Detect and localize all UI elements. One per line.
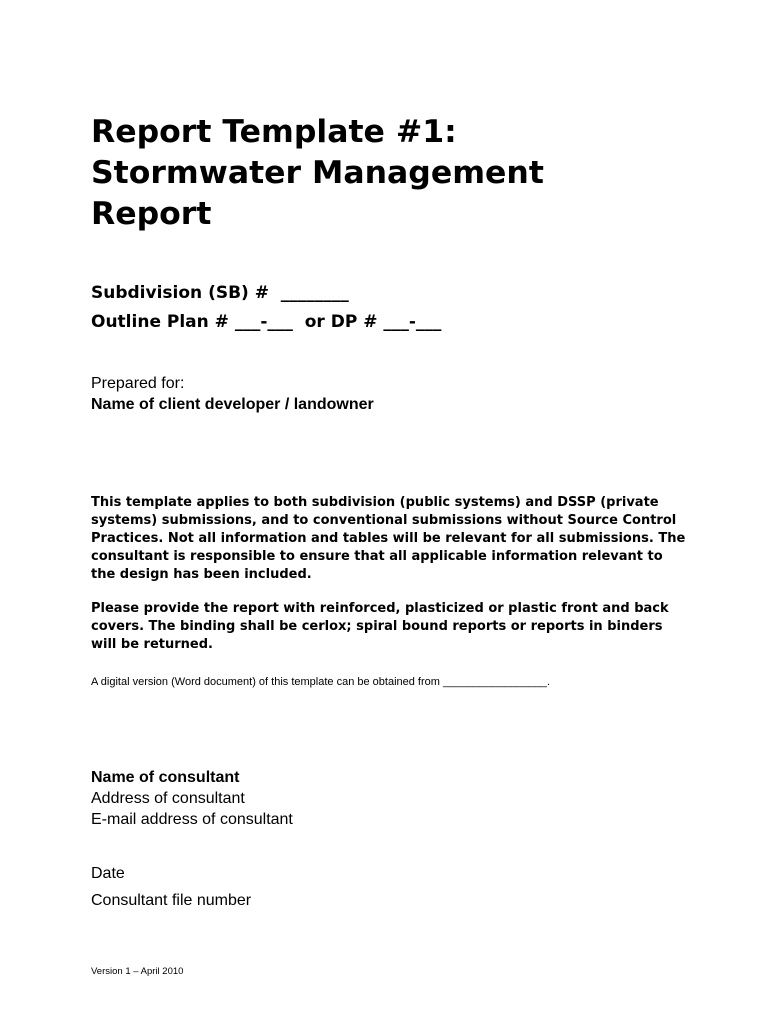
reference-numbers	[91, 279, 441, 337]
title-line-2: Stormwater Management	[91, 155, 544, 191]
digital-version-note: A digital version (Word document) of this template can be obtained from _________________.	[91, 676, 551, 688]
template-notice	[91, 494, 691, 654]
notice-paragraph-applicability: This template applies to both subdivision (public systems) and DSSP (private systems) submissions, and to conventional submissions without Source Control Practices. Not all information and tables will be relevant for all submissions. The consultant is responsible to ensure that all applicable information relevant to the design has been included.	[91, 495, 686, 582]
title-line-1: Report Template #1:	[91, 114, 457, 150]
consultant-file-number: Consultant file number	[91, 892, 252, 909]
consultant-address: Address of consultant	[91, 790, 245, 807]
title-line-3: Report	[91, 196, 212, 232]
client-name: Name of client developer / landowner	[91, 396, 374, 413]
date-block	[91, 863, 251, 911]
prepared-for-block	[91, 373, 374, 415]
consultant-email: E-mail address of consultant	[91, 811, 293, 828]
consultant-name: Name of consultant	[91, 769, 240, 786]
version-footer: Version 1 – April 2010	[91, 966, 184, 977]
outline-plan-number: Outline Plan # ___-___ or DP # ___-___	[91, 312, 442, 332]
report-date: Date	[91, 865, 125, 882]
consultant-block	[91, 767, 293, 830]
report-title	[91, 112, 711, 235]
subdivision-number: Subdivision (SB) # ________	[91, 283, 349, 303]
notice-paragraph-binding: Please provide the report with reinforced, plasticized or plastic front and back covers. The binding shall be cerlox; spiral bound reports or reports in binders will be returned.	[91, 601, 669, 652]
prepared-for-label: Prepared for:	[91, 375, 185, 392]
